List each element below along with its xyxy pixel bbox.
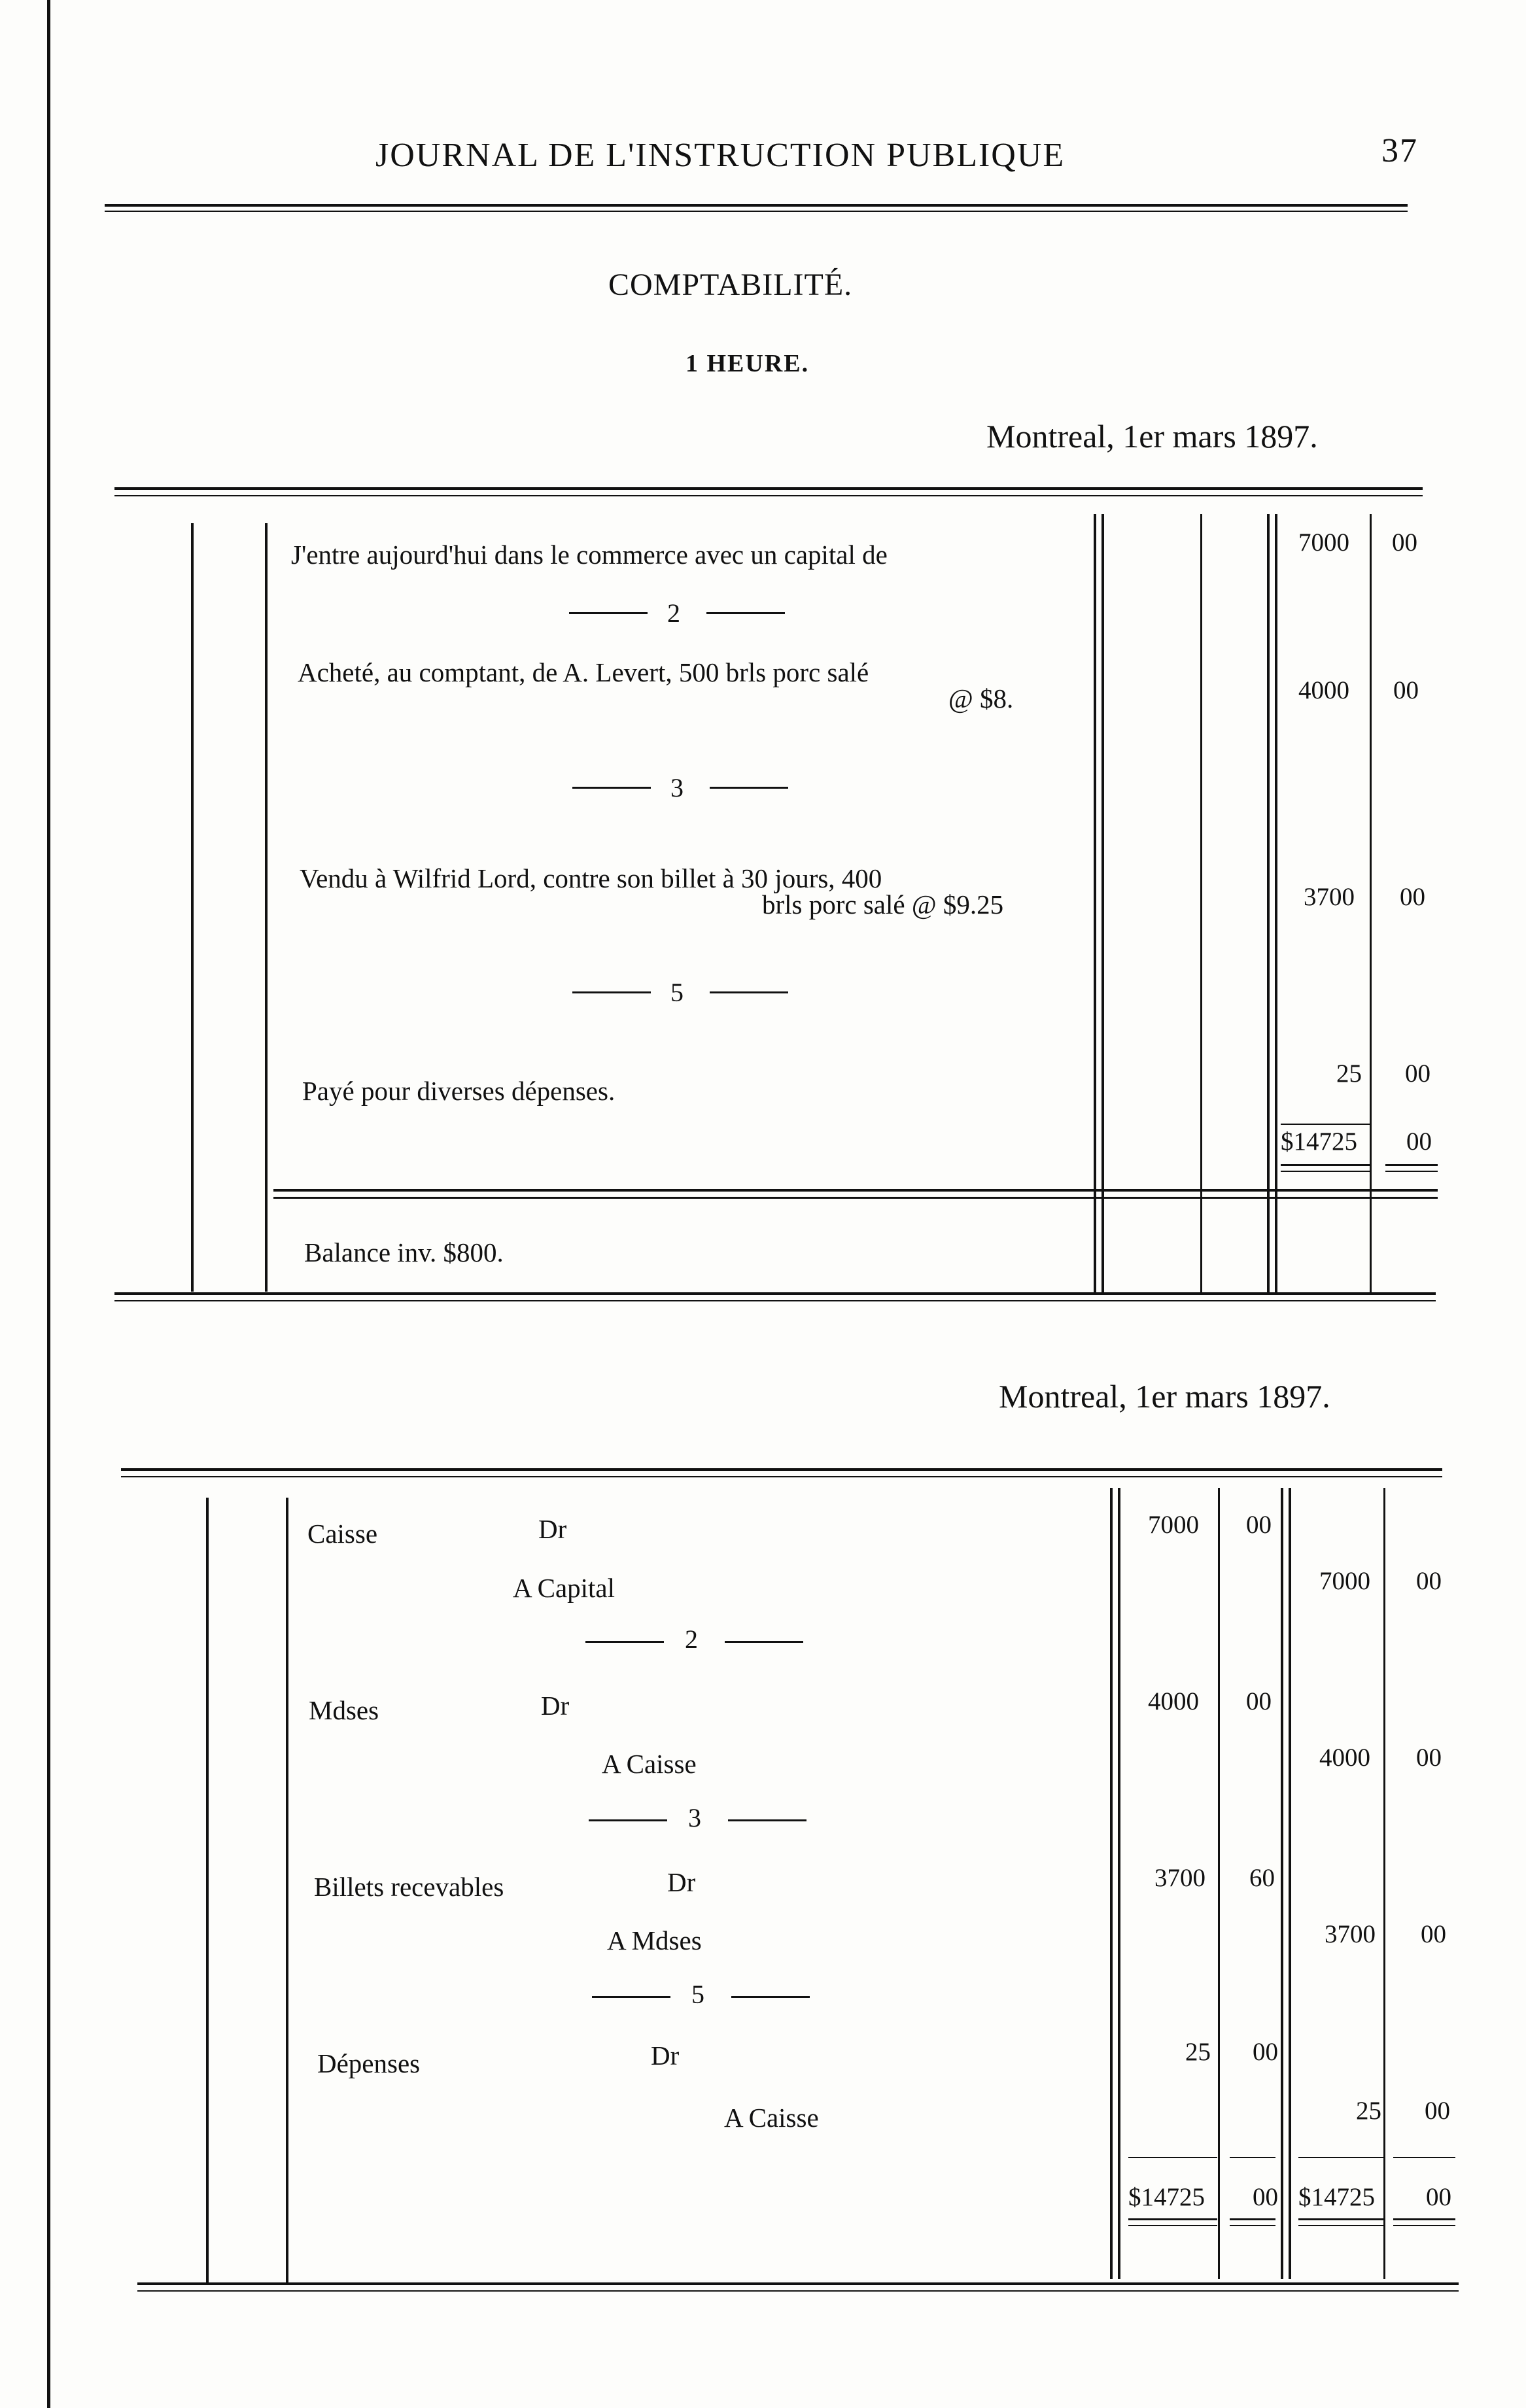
section-subtitle: 1 HEURE.: [685, 350, 810, 377]
daybook-entry-2-text: Acheté, au comptant, de A. Levert, 500 brls porc salé: [298, 657, 869, 687]
journal-debit-cents: 60: [1249, 1864, 1275, 1892]
journal-credit-dollars: 7000: [1319, 1567, 1370, 1595]
journal-debit-dollars: 3700: [1154, 1864, 1205, 1892]
journal-dr-label: Dr: [541, 1691, 570, 1721]
journal-debit-account: Mdses: [309, 1695, 379, 1725]
journal-credit-cents: 00: [1421, 1920, 1446, 1948]
daybook-entry-4-dollars: 25: [1336, 1059, 1362, 1088]
daybook-entry-1-text: J'entre aujourd'hui dans le commerce avec un capital de: [291, 540, 888, 570]
journal-dr-label: Dr: [651, 2040, 680, 2071]
journal-debit-account: Billets recevables: [314, 1872, 504, 1902]
daybook-entry-4-text: Payé pour diverses dépenses.: [302, 1076, 616, 1106]
journal-credit-dollars: 4000: [1319, 1744, 1370, 1772]
journal-total-debit-dollars: $14725: [1128, 2183, 1205, 2211]
journal-date-marker: 2: [585, 1626, 805, 1653]
journal-total-credit-cents: 00: [1426, 2183, 1451, 2211]
journal-debit-cents: 00: [1253, 2038, 1278, 2066]
daybook-entry-2-text-cont: @ $8.: [948, 683, 1014, 714]
header-rule-thin: [105, 211, 1408, 212]
daybook-date: Montreal, 1er mars 1897.: [986, 418, 1318, 455]
journal-date: Montreal, 1er mars 1897.: [999, 1378, 1330, 1415]
journal-credit-cents: 00: [1425, 2097, 1450, 2125]
journal-dr-label: Dr: [538, 1514, 567, 1544]
journal-total-debit-cents: 00: [1253, 2183, 1278, 2211]
journal-date-marker: 3: [589, 1805, 808, 1831]
journal-debit-dollars: 25: [1185, 2038, 1211, 2066]
daybook-entry-3-text-cont: brls porc salé @ $9.25: [762, 889, 1004, 920]
daybook-date-marker: 3: [572, 775, 788, 801]
journal-total-rule: [1128, 2157, 1217, 2158]
journal-credit-dollars: 3700: [1325, 1920, 1376, 1948]
journal-date-marker: 5: [592, 1982, 811, 2008]
daybook-entry-2-dollars: 4000: [1298, 676, 1349, 704]
journal-debit-cents: 00: [1246, 1687, 1272, 1715]
journal-credit-account: A Mdses: [607, 1925, 702, 1955]
daybook-entry-1-dollars: 7000: [1298, 528, 1349, 557]
daybook-entry-1-cents: 00: [1392, 528, 1417, 557]
journal-debit-dollars: 4000: [1148, 1687, 1199, 1715]
journal-dr-label: Dr: [667, 1867, 696, 1897]
journal-credit-account: A Capital: [513, 1573, 616, 1603]
daybook-total-dollars: $14725: [1281, 1127, 1357, 1156]
daybook-balance: Balance inv. $800.: [304, 1237, 504, 1267]
page-number: 37: [1381, 132, 1418, 169]
daybook-date-marker: 5: [572, 980, 788, 1006]
journal-debit-account: Caisse: [307, 1519, 378, 1549]
journal-credit-dollars: 25: [1356, 2097, 1381, 2125]
journal-total-credit-dollars: $14725: [1298, 2183, 1375, 2211]
journal-debit-cents: 00: [1246, 1511, 1272, 1539]
daybook-entry-4-cents: 00: [1405, 1059, 1431, 1088]
daybook-total-cents: 00: [1406, 1127, 1432, 1156]
journal-debit-account: Dépenses: [317, 2048, 421, 2078]
daybook-entry-3-cents: 00: [1400, 883, 1425, 911]
header-rule: [105, 204, 1408, 207]
binding-margin-line: [47, 0, 50, 2408]
daybook-total-rule: [1281, 1124, 1370, 1125]
section-title: COMPTABILITÉ.: [608, 267, 853, 302]
daybook-entry-3-text: Vendu à Wilfrid Lord, contre son billet à 30 jours, 400: [300, 863, 882, 893]
journal-debit-dollars: 7000: [1148, 1511, 1199, 1539]
journal-credit-account: A Caisse: [602, 1749, 697, 1779]
running-header-title: JOURNAL DE L'INSTRUCTION PUBLIQUE: [375, 137, 1066, 174]
daybook-date-marker: 2: [569, 600, 785, 627]
daybook-entry-3-dollars: 3700: [1304, 883, 1355, 911]
journal-credit-cents: 00: [1416, 1567, 1442, 1595]
journal-credit-account: A Caisse: [724, 2103, 819, 2133]
journal-credit-cents: 00: [1416, 1744, 1442, 1772]
daybook-entry-2-cents: 00: [1393, 676, 1419, 704]
